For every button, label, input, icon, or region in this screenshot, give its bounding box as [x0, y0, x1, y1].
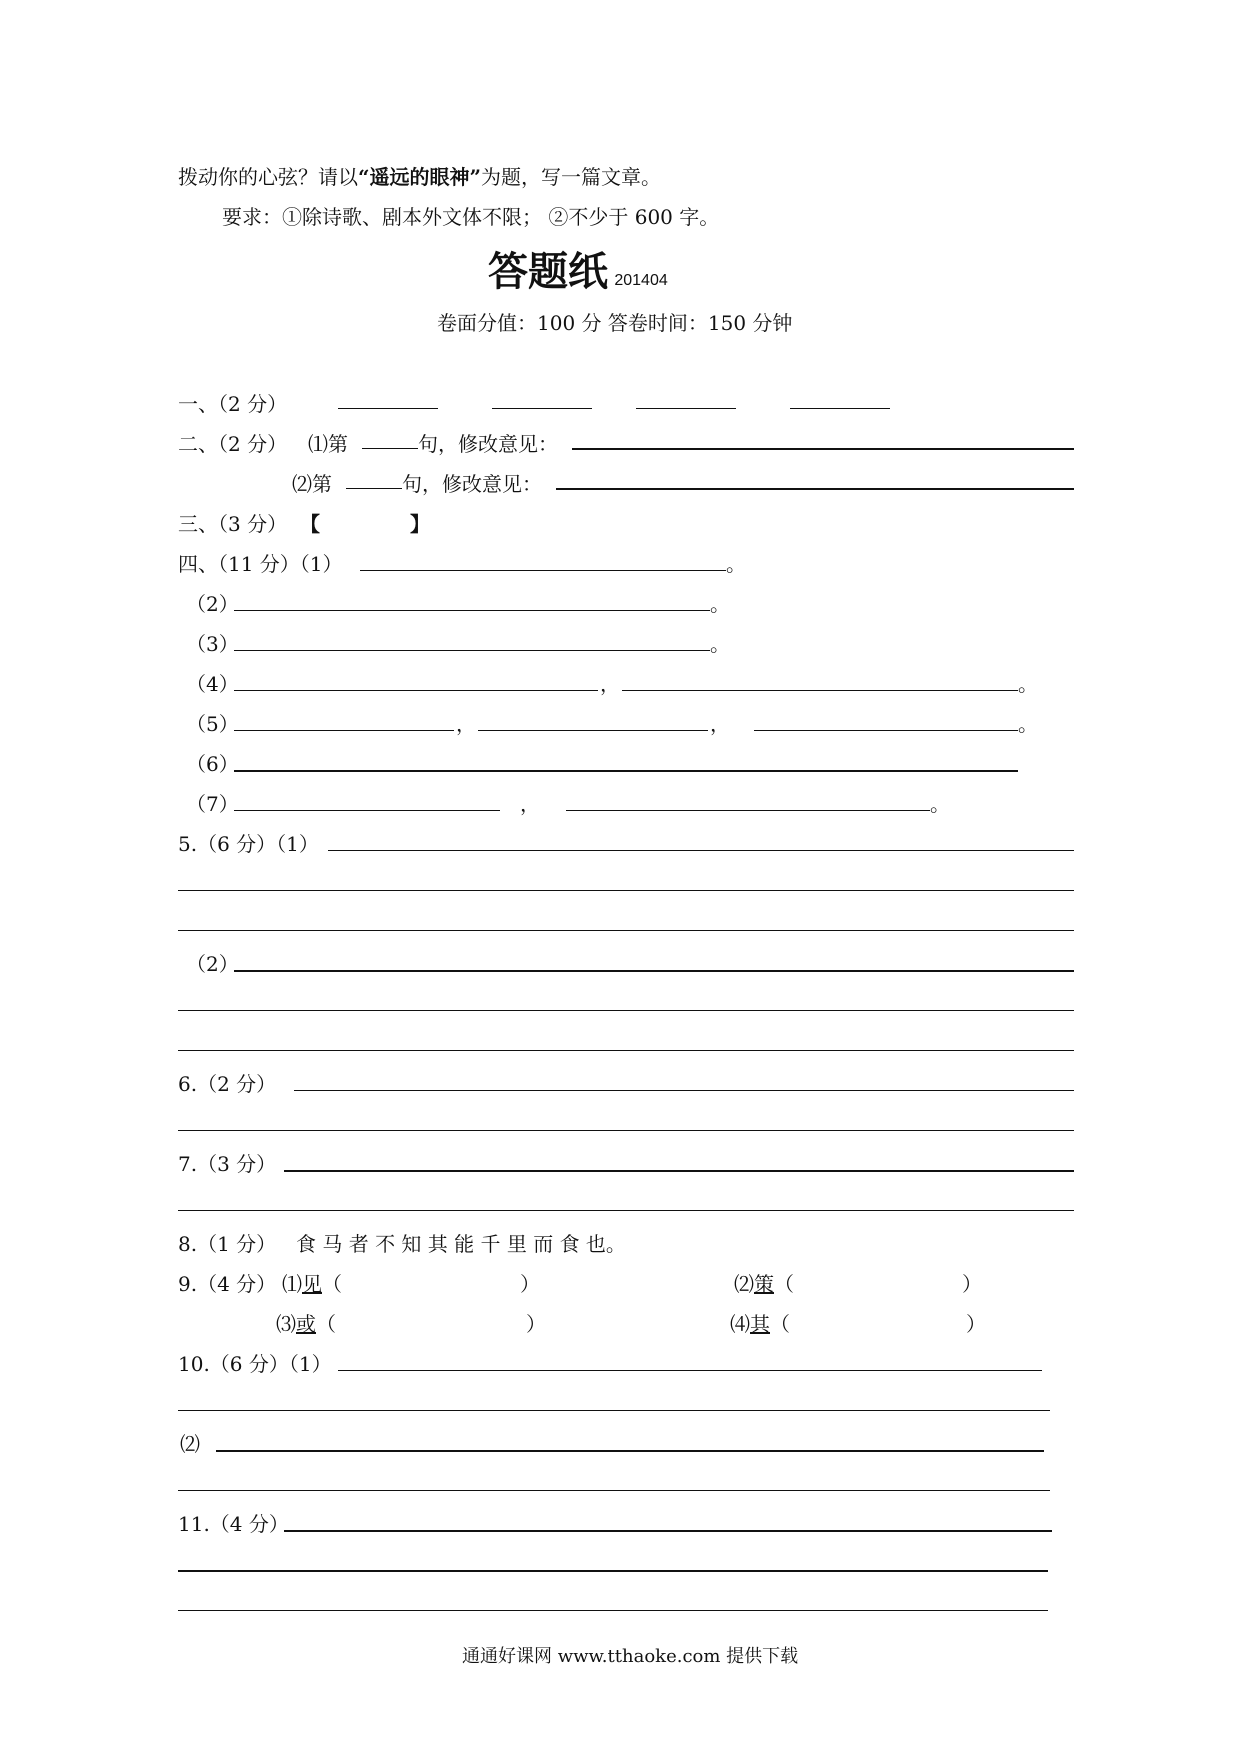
q2-sub2-revision-blank[interactable]: [556, 488, 1074, 490]
q10-2-label: ⑵: [180, 1432, 200, 1456]
q5-label: 5.（6 分）（1）: [178, 832, 319, 856]
q9-3-index: ⑶: [276, 1312, 296, 1336]
q4-2-blank[interactable]: [234, 610, 710, 611]
q4-3-blank[interactable]: [234, 650, 710, 651]
q2-sub1-post: 句，修改意见：: [418, 432, 558, 456]
q2-label: 二、（2 分）: [178, 432, 288, 456]
q4-4-label: （4）: [186, 672, 239, 696]
q5-2-label: （2）: [186, 952, 239, 976]
q3-bracket-close: 】: [410, 512, 430, 536]
prompt-text-post: 为题，写一篇文章。: [481, 165, 662, 189]
q10-1-blank-1[interactable]: [338, 1370, 1042, 1371]
q3-bracket-open: 【: [300, 512, 320, 536]
q4-5-period: 。: [1018, 712, 1038, 736]
q2-sub2-pre: ⑵第: [292, 472, 332, 496]
q5-2-blank-3[interactable]: [178, 1050, 1074, 1051]
prompt-text-pre: 拨动你的心弦？请以: [178, 165, 358, 189]
q4-1-period: 。: [726, 552, 746, 576]
q10-1-blank-2[interactable]: [178, 1410, 1050, 1411]
q4-6-blank[interactable]: [234, 770, 1018, 772]
q4-3-period: 。: [710, 632, 730, 656]
q4-7-label: （7）: [186, 792, 239, 816]
q4-1-blank[interactable]: [360, 570, 726, 571]
q2-sub1-revision-blank[interactable]: [572, 448, 1074, 450]
q9-item-1: [282, 1268, 342, 1297]
q4-2-label: （2）: [186, 592, 239, 616]
prompt-requirements: 要求：①除诗歌、剧本外文体不限； ②不少于 600 字。: [222, 205, 720, 229]
q3-label: 三、（3 分）: [178, 512, 288, 536]
q1-blank-4[interactable]: [790, 408, 890, 409]
q6-label: 6.（2 分）: [178, 1072, 277, 1096]
q2-sub2-sentence-blank[interactable]: [346, 488, 402, 489]
q9-1-rparen: ）: [520, 1272, 540, 1296]
q9-1-word: 见: [302, 1272, 322, 1296]
q9-2-rparen: ）: [962, 1272, 982, 1296]
q10-label: 10.（6 分）（1）: [178, 1352, 332, 1376]
q7-blank-1[interactable]: [284, 1170, 1074, 1172]
sheet-code: 201404: [614, 272, 668, 289]
q4-7-period: 。: [930, 792, 950, 816]
q9-4-word: 其: [750, 1312, 770, 1336]
q5-1-blank-2[interactable]: [178, 890, 1074, 891]
q9-item-2: [734, 1268, 794, 1297]
q7-blank-2[interactable]: [178, 1210, 1074, 1211]
sheet-info: 卷面分值：100 分 答卷时间：150 分钟: [437, 311, 793, 335]
sheet-title: 答题纸: [488, 249, 608, 295]
q7-label: 7.（3 分）: [178, 1152, 277, 1176]
q11-blank-2[interactable]: [178, 1570, 1048, 1572]
q4-7-blank-1[interactable]: [234, 810, 500, 811]
q4-3-label: （3）: [186, 632, 239, 656]
essay-title: “遥远的眼神”: [358, 165, 482, 189]
q9-1-index: ⑴: [282, 1272, 302, 1296]
q2-sub1-sentence-blank[interactable]: [362, 448, 418, 449]
q6-blank-1[interactable]: [294, 1090, 1074, 1091]
q1-blank-3[interactable]: [636, 408, 736, 409]
sheet-title-block: [488, 240, 668, 297]
q9-3-rparen: ）: [526, 1312, 546, 1336]
q4-4-comma: ，: [600, 672, 620, 696]
q1-blank-2[interactable]: [492, 408, 592, 409]
q4-label: 四、（11 分）（1）: [178, 552, 343, 576]
q4-5-blank-1[interactable]: [234, 730, 454, 731]
q2-sub1-pre: ⑴第: [308, 432, 348, 456]
q5-1-blank-1[interactable]: [328, 850, 1074, 851]
q4-6-label: （6）: [186, 752, 239, 776]
q4-5-blank-3[interactable]: [754, 730, 1018, 731]
q9-3-word: 或: [296, 1312, 316, 1336]
q8-sentence: 食 马 者 不 知 其 能 千 里 而 食 也。: [296, 1232, 626, 1256]
q9-label: 9.（4 分）: [178, 1272, 277, 1296]
q11-blank-3[interactable]: [178, 1610, 1048, 1611]
q4-7-blank-2[interactable]: [566, 810, 930, 811]
q9-4-index: ⑷: [730, 1312, 750, 1336]
q4-4-period: 。: [1018, 672, 1038, 696]
q4-5-blank-2[interactable]: [478, 730, 708, 731]
q1-label: 一、（2 分）: [178, 392, 288, 416]
q9-3-lparen: （: [316, 1312, 336, 1336]
q8-label: 8.（1 分）: [178, 1232, 277, 1256]
q9-2-word: 策: [754, 1272, 774, 1296]
q4-5-label: （5）: [186, 712, 239, 736]
q5-2-blank-1[interactable]: [234, 970, 1074, 972]
q4-2-period: 。: [710, 592, 730, 616]
q9-1-lparen: （: [322, 1272, 342, 1296]
q10-2-blank-1[interactable]: [216, 1450, 1044, 1452]
q4-7-comma: ，: [520, 792, 540, 816]
footer-source: 通通好课网 www.tthaoke.com 提供下载: [462, 1646, 799, 1667]
q9-2-lparen: （: [774, 1272, 794, 1296]
q9-item-4: [730, 1308, 790, 1337]
q10-2-blank-2[interactable]: [178, 1490, 1050, 1491]
q5-1-blank-3[interactable]: [178, 930, 1074, 931]
q4-5-comma-1: ，: [456, 712, 476, 736]
q5-2-blank-2[interactable]: [178, 1010, 1074, 1011]
q6-blank-2[interactable]: [178, 1130, 1074, 1131]
q9-4-rparen: ）: [966, 1312, 986, 1336]
q4-5-comma-2: ，: [710, 712, 730, 736]
q9-item-3: [276, 1308, 336, 1337]
q4-4-blank-1[interactable]: [234, 690, 598, 691]
q1-blank-1[interactable]: [338, 408, 438, 409]
q9-4-lparen: （: [770, 1312, 790, 1336]
prompt-line-1: [178, 161, 661, 190]
q9-2-index: ⑵: [734, 1272, 754, 1296]
q11-label: 11.（4 分）: [178, 1512, 289, 1536]
q11-blank-1[interactable]: [284, 1530, 1052, 1532]
q4-4-blank-2[interactable]: [622, 690, 1018, 691]
q2-sub2-post: 句，修改意见：: [402, 472, 542, 496]
